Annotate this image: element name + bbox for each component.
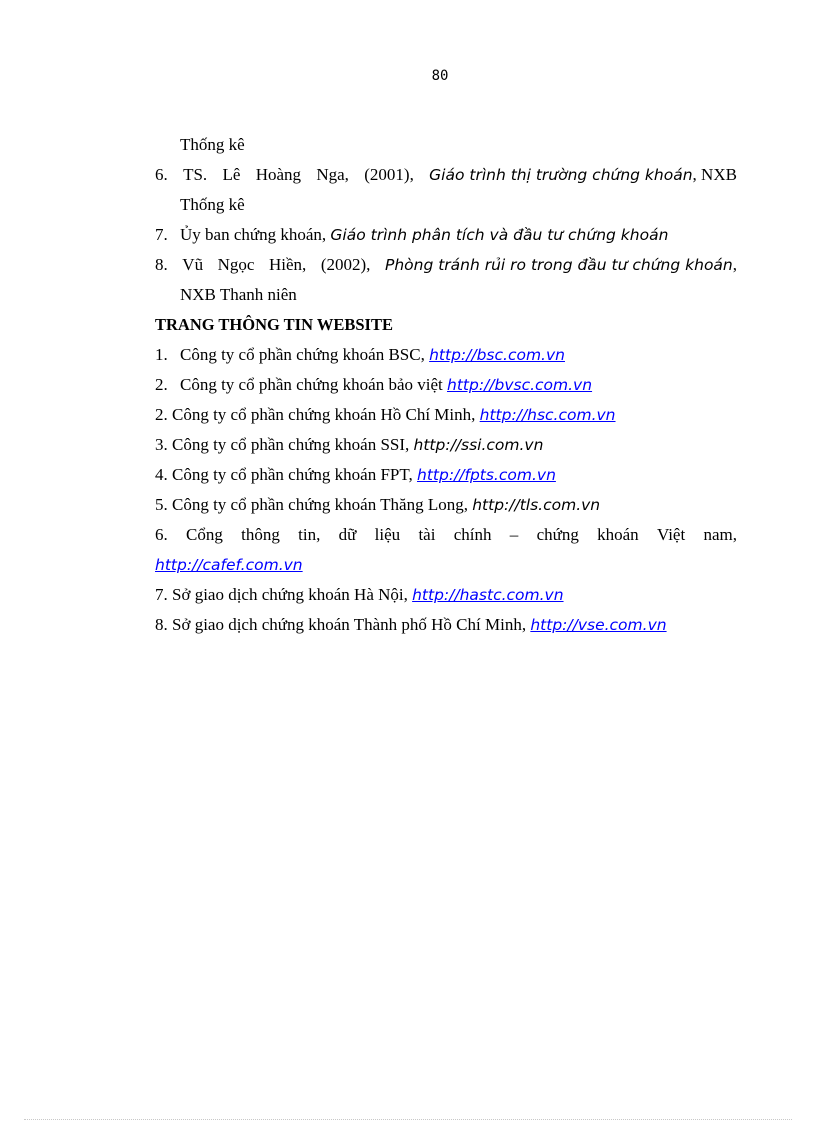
- website-line: [155, 520, 737, 550]
- website-num: 8.: [155, 615, 168, 634]
- website-url: http://ssi.com.vn: [413, 436, 544, 454]
- website-text: Sở giao dịch chứng khoán Hà Nội,: [172, 585, 408, 604]
- website-num: 4.: [155, 465, 168, 484]
- website-line2: [155, 550, 737, 580]
- page-number: 80: [431, 68, 449, 84]
- website-word: chính: [453, 525, 492, 544]
- reference-item: [155, 250, 737, 310]
- website-link[interactable]: http://bvsc.com.vn: [447, 376, 593, 394]
- website-item: [155, 460, 737, 490]
- reference-author-part1: TS.: [183, 165, 208, 184]
- website-word: chứng: [536, 525, 579, 544]
- reference-author-part3: Hiền,: [269, 255, 307, 274]
- website-item: [155, 580, 737, 610]
- website-word: Cổng: [186, 525, 223, 544]
- website-item: [155, 370, 737, 400]
- website-item: [155, 400, 737, 430]
- reference-author-part4: (2002),: [320, 255, 371, 274]
- website-word: nam,: [703, 525, 737, 544]
- reference-author-part4: Nga,: [316, 165, 349, 184]
- reference-author-part3: Hoàng: [255, 165, 302, 184]
- website-num: 2.: [155, 375, 168, 394]
- website-word: dữ: [338, 525, 357, 544]
- website-link[interactable]: http://hsc.com.vn: [479, 406, 616, 424]
- website-text: Công ty cổ phần chứng khoán BSC,: [180, 345, 425, 364]
- website-word: tin,: [298, 525, 321, 544]
- reference-author: Ủy ban chứng khoán,: [180, 225, 327, 244]
- reference-author-part2: Ngọc: [217, 255, 255, 274]
- website-url: http://tls.com.vn: [472, 496, 601, 514]
- website-text: Sở giao dịch chứng khoán Thành phố Hồ Chí Minh,: [172, 615, 527, 634]
- reference-continuation: Thống kê: [180, 135, 245, 154]
- reference-line: [155, 250, 737, 280]
- reference-num: 6.: [155, 165, 168, 184]
- website-num: 2.: [155, 405, 168, 424]
- reference-line: [155, 160, 737, 190]
- website-item: [155, 520, 737, 580]
- website-link[interactable]: http://fpts.com.vn: [417, 466, 556, 484]
- reference-title: Phòng tránh rủi ro trong đầu tư chứng khoán,: [384, 255, 737, 274]
- website-item: [155, 340, 737, 370]
- reference-item: [155, 220, 737, 250]
- website-num: 6.: [155, 525, 168, 544]
- website-item: [155, 430, 737, 460]
- website-item: [155, 610, 737, 640]
- website-num: 7.: [155, 585, 168, 604]
- website-text: Công ty cổ phần chứng khoán Thăng Long,: [172, 495, 468, 514]
- website-link[interactable]: http://bsc.com.vn: [429, 346, 565, 364]
- website-num: 1.: [155, 345, 168, 364]
- reference-author-part1: Vũ: [182, 255, 204, 274]
- reference-item: [155, 160, 737, 220]
- reference-line2: NXB Thanh niên: [180, 285, 297, 304]
- reference-num: 8.: [155, 255, 168, 274]
- reference-title: Giáo trình thị trường chứng khoán, NXB: [429, 165, 737, 184]
- website-link[interactable]: http://hastc.com.vn: [412, 586, 564, 604]
- reference-num: 7.: [155, 225, 168, 244]
- website-num: 3.: [155, 435, 168, 454]
- website-word: thông: [241, 525, 280, 544]
- reference-author-part2: Lê: [222, 165, 241, 184]
- website-item: [155, 490, 737, 520]
- website-link[interactable]: http://vse.com.vn: [530, 616, 667, 634]
- website-text: Công ty cổ phần chứng khoán Hồ Chí Minh,: [172, 405, 476, 424]
- reference-author-part5: (2001),: [364, 165, 414, 184]
- website-link[interactable]: http://cafef.com.vn: [155, 556, 303, 574]
- website-text: Công ty cổ phần chứng khoán FPT,: [172, 465, 413, 484]
- reference-line2: Thống kê: [180, 195, 245, 214]
- page-bottom-rule: [24, 1119, 792, 1120]
- website-word: tài: [418, 525, 436, 544]
- website-word: khoán: [597, 525, 639, 544]
- website-text: Công ty cổ phần chứng khoán SSI,: [172, 435, 410, 454]
- website-num: 5.: [155, 495, 168, 514]
- websites-heading: TRANG THÔNG TIN WEBSITE: [155, 315, 393, 334]
- reference-title: Giáo trình phân tích và đầu tư chứng khoán: [330, 226, 669, 244]
- document-body: [155, 130, 737, 640]
- website-word: Việt: [656, 525, 686, 544]
- website-word: –: [509, 525, 519, 544]
- website-text: Công ty cổ phần chứng khoán bảo việt: [180, 375, 443, 394]
- website-word: liệu: [374, 525, 401, 544]
